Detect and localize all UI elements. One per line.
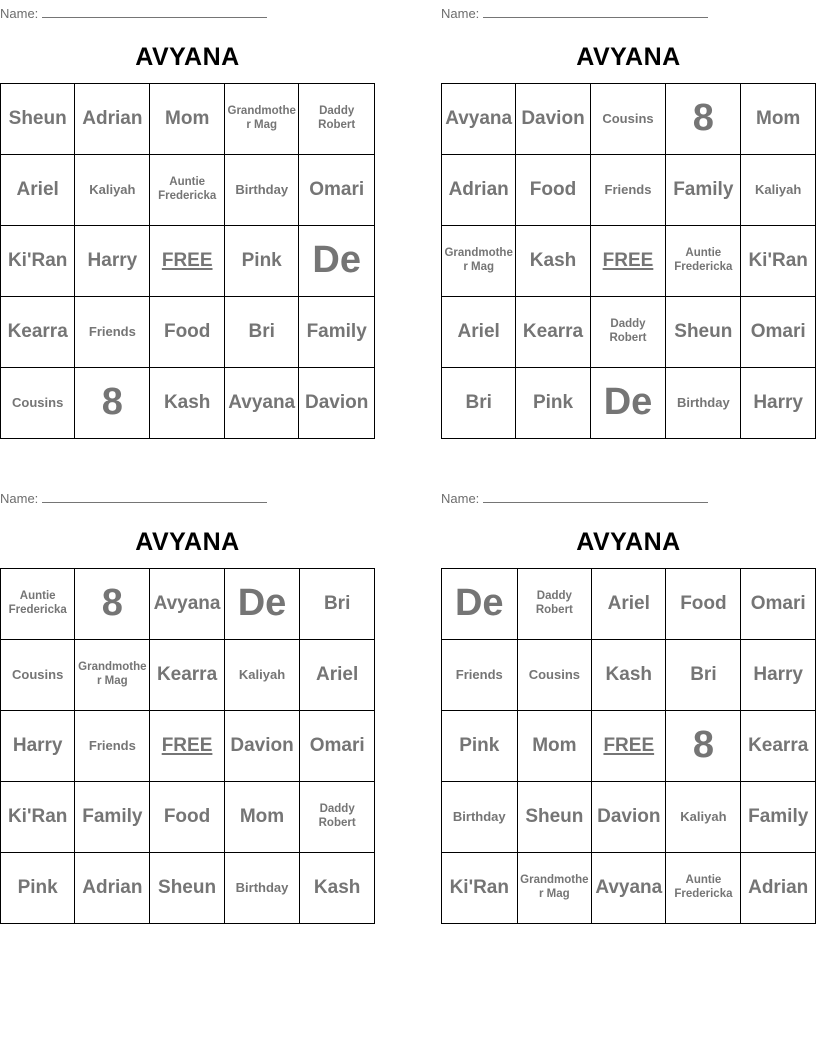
bingo-cell (666, 782, 741, 853)
bingo-cell (75, 84, 150, 155)
bingo-cell (1, 84, 75, 155)
cell-text: 8 (101, 381, 123, 424)
cell-text: Davion (305, 391, 369, 413)
bingo-row (1, 155, 375, 226)
cell-text: Auntie Fredericka (674, 874, 733, 900)
bingo-cell (741, 297, 816, 368)
bingo-row (442, 711, 816, 782)
cell-text: Bri (248, 320, 275, 342)
name-label: Name: (441, 491, 480, 506)
cell-text: Davion (521, 107, 585, 129)
bingo-row (442, 782, 816, 853)
bingo-cell (150, 569, 224, 640)
bingo-cell (592, 640, 666, 711)
bingo-cell (75, 853, 150, 924)
bingo-cell (590, 155, 666, 226)
bingo-cell (517, 853, 592, 924)
bingo-cell (150, 155, 225, 226)
cell-text: Kaliyah (238, 667, 286, 683)
bingo-cell (150, 782, 224, 853)
bingo-cell (225, 155, 299, 226)
bingo-cell (666, 155, 741, 226)
bingo-row (1, 368, 375, 439)
bingo-cell (300, 853, 375, 924)
cell-text: Ki'Ran (449, 876, 509, 898)
cell-text: Avyana (153, 592, 221, 614)
bingo-cell (224, 711, 300, 782)
cell-text: Auntie Fredericka (674, 247, 733, 273)
cell-text: Birthday (235, 182, 289, 198)
bingo-cell (516, 297, 590, 368)
bingo-cell (225, 368, 299, 439)
cell-text: Ariel (457, 320, 500, 342)
bingo-cell (75, 782, 150, 853)
cell-text: Food (680, 592, 727, 614)
cell-text: Kearra (7, 320, 68, 342)
bingo-cell (517, 711, 592, 782)
cell-text: Birthday (452, 809, 506, 825)
free-cell (150, 711, 224, 782)
name-label: Name: (0, 491, 39, 506)
cell-text: Cousins (12, 667, 64, 683)
cell-text: Harry (12, 734, 63, 756)
cell-text: Grandmother Mag (78, 661, 147, 687)
cell-text: Pink (532, 391, 574, 413)
cell-text: Harry (753, 391, 803, 413)
bingo-cell (299, 297, 375, 368)
cell-text: Friends (604, 182, 652, 198)
name-label: Name: (0, 6, 39, 21)
cell-text: Friends (88, 738, 136, 754)
name-row (0, 4, 375, 20)
cell-text: Cousins (12, 395, 64, 411)
cell-text: Kash (605, 663, 653, 685)
bingo-row (1, 226, 375, 297)
cell-text: Ki'Ran (7, 805, 68, 827)
bingo-cell (590, 297, 666, 368)
bingo-row (1, 853, 375, 924)
cell-text: Mom (756, 107, 801, 129)
bingo-card (0, 4, 375, 439)
bingo-cell (225, 84, 299, 155)
name-row (441, 489, 816, 505)
cell-text: Kearra (522, 320, 584, 342)
cell-text: Food (163, 320, 211, 342)
bingo-cell (516, 155, 590, 226)
bingo-cell (1, 226, 75, 297)
cell-text: Kaliyah (680, 809, 727, 825)
bingo-cell (442, 297, 516, 368)
cell-text: Omari (750, 320, 806, 342)
bingo-cell (741, 155, 816, 226)
bingo-cell (75, 226, 150, 297)
bingo-cell (75, 711, 150, 782)
cell-text: Mom (239, 805, 285, 827)
cell-text: Grandmother Mag (444, 247, 513, 273)
cell-text: Davion (230, 734, 294, 756)
cell-text: Omari (750, 592, 806, 614)
bingo-cell (442, 640, 518, 711)
bingo-cell (224, 640, 300, 711)
bingo-row (442, 368, 816, 439)
cell-text: 8 (101, 582, 123, 625)
bingo-cell (516, 368, 590, 439)
bingo-row (442, 297, 816, 368)
bingo-card (0, 489, 375, 924)
cell-text: Daddy Robert (535, 590, 573, 616)
cell-text: Harry (753, 663, 804, 685)
name-row (0, 489, 375, 505)
bingo-cell (741, 782, 816, 853)
cell-text: Family (82, 805, 143, 827)
cell-text: Avyana (595, 876, 663, 898)
bingo-cell (150, 84, 225, 155)
card-title: AVYANA (135, 528, 240, 556)
cell-text: Daddy Robert (318, 105, 356, 131)
cell-text: Ki'Ran (748, 249, 808, 271)
bingo-cell (741, 84, 816, 155)
bingo-cell (300, 711, 375, 782)
bingo-cell (150, 853, 224, 924)
bingo-row (442, 84, 816, 155)
cell-text: Bri (690, 663, 717, 685)
cell-text: Bri (323, 592, 351, 614)
cell-text: Omari (309, 178, 365, 200)
bingo-cell (225, 297, 299, 368)
cell-text: Sheun (158, 876, 217, 898)
cell-text: Food (163, 805, 211, 827)
card-title: AVYANA (576, 528, 681, 556)
bingo-cell (517, 569, 592, 640)
cell-text: Pink (241, 249, 282, 271)
bingo-cell (75, 569, 150, 640)
bingo-cell (442, 711, 518, 782)
bingo-cell (442, 84, 516, 155)
bingo-cell (442, 853, 518, 924)
bingo-cell (224, 853, 300, 924)
cell-text: Cousins (602, 111, 654, 127)
cell-text: Food (529, 178, 577, 200)
bingo-row (1, 640, 375, 711)
free-cell (150, 226, 225, 297)
bingo-cell (666, 226, 741, 297)
cell-text: 8 (692, 724, 714, 767)
bingo-row (442, 226, 816, 297)
bingo-grid (441, 568, 816, 924)
card-title: AVYANA (576, 43, 681, 71)
cell-text: FREE (161, 249, 213, 271)
name-label: Name: (441, 6, 480, 21)
bingo-row (442, 569, 816, 640)
bingo-cell (300, 569, 375, 640)
bingo-card (441, 4, 816, 439)
cell-text: Family (673, 178, 734, 200)
cell-text: Kaliyah (89, 182, 136, 198)
bingo-cell (1, 782, 75, 853)
cell-text: Adrian (82, 107, 143, 129)
bingo-row (442, 853, 816, 924)
name-blank-line (483, 489, 708, 503)
cell-text: Grandmother Mag (520, 874, 589, 900)
cell-text: Kash (529, 249, 577, 271)
cell-text: Kearra (156, 663, 218, 685)
cell-text: Adrian (82, 876, 143, 898)
bingo-cell (666, 853, 741, 924)
card-title: AVYANA (135, 43, 240, 71)
bingo-cell (666, 84, 741, 155)
bingo-cell (299, 368, 375, 439)
cell-text: Family (748, 805, 809, 827)
bingo-cell (516, 226, 590, 297)
cell-text: Kash (313, 876, 361, 898)
bingo-cell (75, 297, 150, 368)
bingo-cell (666, 297, 741, 368)
cell-text: Family (306, 320, 367, 342)
bingo-cell (150, 640, 224, 711)
bingo-cell (1, 297, 75, 368)
cell-text: Cousins (528, 667, 580, 683)
cell-text: Auntie Fredericka (8, 590, 67, 616)
cell-text: FREE (603, 734, 655, 756)
bingo-cell (1, 640, 75, 711)
bingo-cell (666, 640, 741, 711)
cell-text: Friends (455, 667, 503, 683)
cell-text: Kaliyah (755, 182, 802, 198)
cell-text: Pink (17, 876, 58, 898)
cell-text: Sheun (525, 805, 584, 827)
bingo-cell (666, 368, 741, 439)
bingo-grid (0, 83, 375, 439)
bingo-cell (741, 569, 816, 640)
cell-text: Omari (309, 734, 365, 756)
cell-text: Avyana (445, 107, 513, 129)
cell-text: FREE (602, 249, 654, 271)
free-cell (590, 226, 666, 297)
bingo-cell (1, 368, 75, 439)
cell-text: Kash (163, 391, 211, 413)
cell-text: Davion (597, 805, 661, 827)
bingo-cell (741, 226, 816, 297)
cell-text: 8 (692, 97, 714, 140)
bingo-cell (1, 711, 75, 782)
cell-text: Pink (459, 734, 500, 756)
bingo-cell (225, 226, 299, 297)
name-blank-line (42, 4, 267, 18)
bingo-cell (300, 640, 375, 711)
bingo-cell (517, 640, 592, 711)
bingo-cell (150, 368, 225, 439)
bingo-cell (666, 569, 741, 640)
cell-text: Grandmother Mag (227, 105, 296, 131)
bingo-cell (442, 569, 518, 640)
bingo-row (442, 155, 816, 226)
bingo-cell (75, 155, 150, 226)
bingo-row (1, 782, 375, 853)
name-row (441, 4, 816, 20)
cell-text: FREE (161, 734, 213, 756)
bingo-cell (741, 711, 816, 782)
bingo-cell (224, 782, 300, 853)
cell-text: Ariel (607, 592, 650, 614)
bingo-cell (442, 368, 516, 439)
cell-text: Harry (87, 249, 138, 271)
bingo-cell (1, 569, 75, 640)
cell-text: De (603, 381, 653, 424)
cell-text: Kearra (748, 734, 809, 756)
bingo-row (1, 297, 375, 368)
bingo-row (442, 640, 816, 711)
name-blank-line (42, 489, 267, 503)
bingo-grid (0, 568, 375, 924)
bingo-cell (592, 569, 666, 640)
bingo-cell (75, 368, 150, 439)
cell-text: Mom (165, 107, 210, 129)
cell-text: Daddy Robert (318, 803, 356, 829)
bingo-cell (442, 226, 516, 297)
cell-text: De (454, 582, 504, 625)
bingo-cell (590, 84, 666, 155)
bingo-cell (741, 368, 816, 439)
bingo-cell (75, 640, 150, 711)
bingo-cell (150, 297, 225, 368)
cell-text: Adrian (748, 876, 809, 898)
bingo-cell (517, 782, 592, 853)
bingo-cell (741, 853, 816, 924)
cell-text: Daddy Robert (609, 318, 647, 344)
cell-text: De (312, 239, 361, 282)
name-blank-line (483, 4, 708, 18)
cell-text: Birthday (676, 395, 730, 411)
bingo-cell (224, 569, 300, 640)
cell-text: Adrian (448, 178, 509, 200)
cell-text: Friends (88, 324, 136, 340)
cell-text: Sheun (674, 320, 733, 342)
bingo-cell (442, 155, 516, 226)
cell-text: Auntie Fredericka (158, 176, 217, 202)
free-cell (592, 711, 666, 782)
bingo-cell (442, 782, 518, 853)
bingo-cell (299, 84, 375, 155)
cell-text: Sheun (8, 107, 67, 129)
bingo-card (441, 489, 816, 924)
cell-text: Birthday (235, 880, 289, 896)
bingo-cell (516, 84, 590, 155)
bingo-cell (299, 226, 375, 297)
bingo-cell (592, 782, 666, 853)
cell-text: Avyana (228, 391, 296, 413)
bingo-row (1, 569, 375, 640)
cell-text: Ki'Ran (7, 249, 68, 271)
cell-text: De (237, 582, 287, 625)
bingo-row (1, 711, 375, 782)
bingo-cell (1, 853, 75, 924)
bingo-row (1, 84, 375, 155)
bingo-cell (590, 368, 666, 439)
bingo-cell (741, 640, 816, 711)
cell-text: Bri (465, 391, 492, 413)
cell-text: Ariel (316, 663, 359, 685)
bingo-cell (300, 782, 375, 853)
bingo-grid (441, 83, 816, 439)
bingo-cell (299, 155, 375, 226)
bingo-cell (592, 853, 666, 924)
bingo-cell (1, 155, 75, 226)
bingo-cell (666, 711, 741, 782)
cell-text: Ariel (16, 178, 59, 200)
cell-text: Mom (532, 734, 577, 756)
